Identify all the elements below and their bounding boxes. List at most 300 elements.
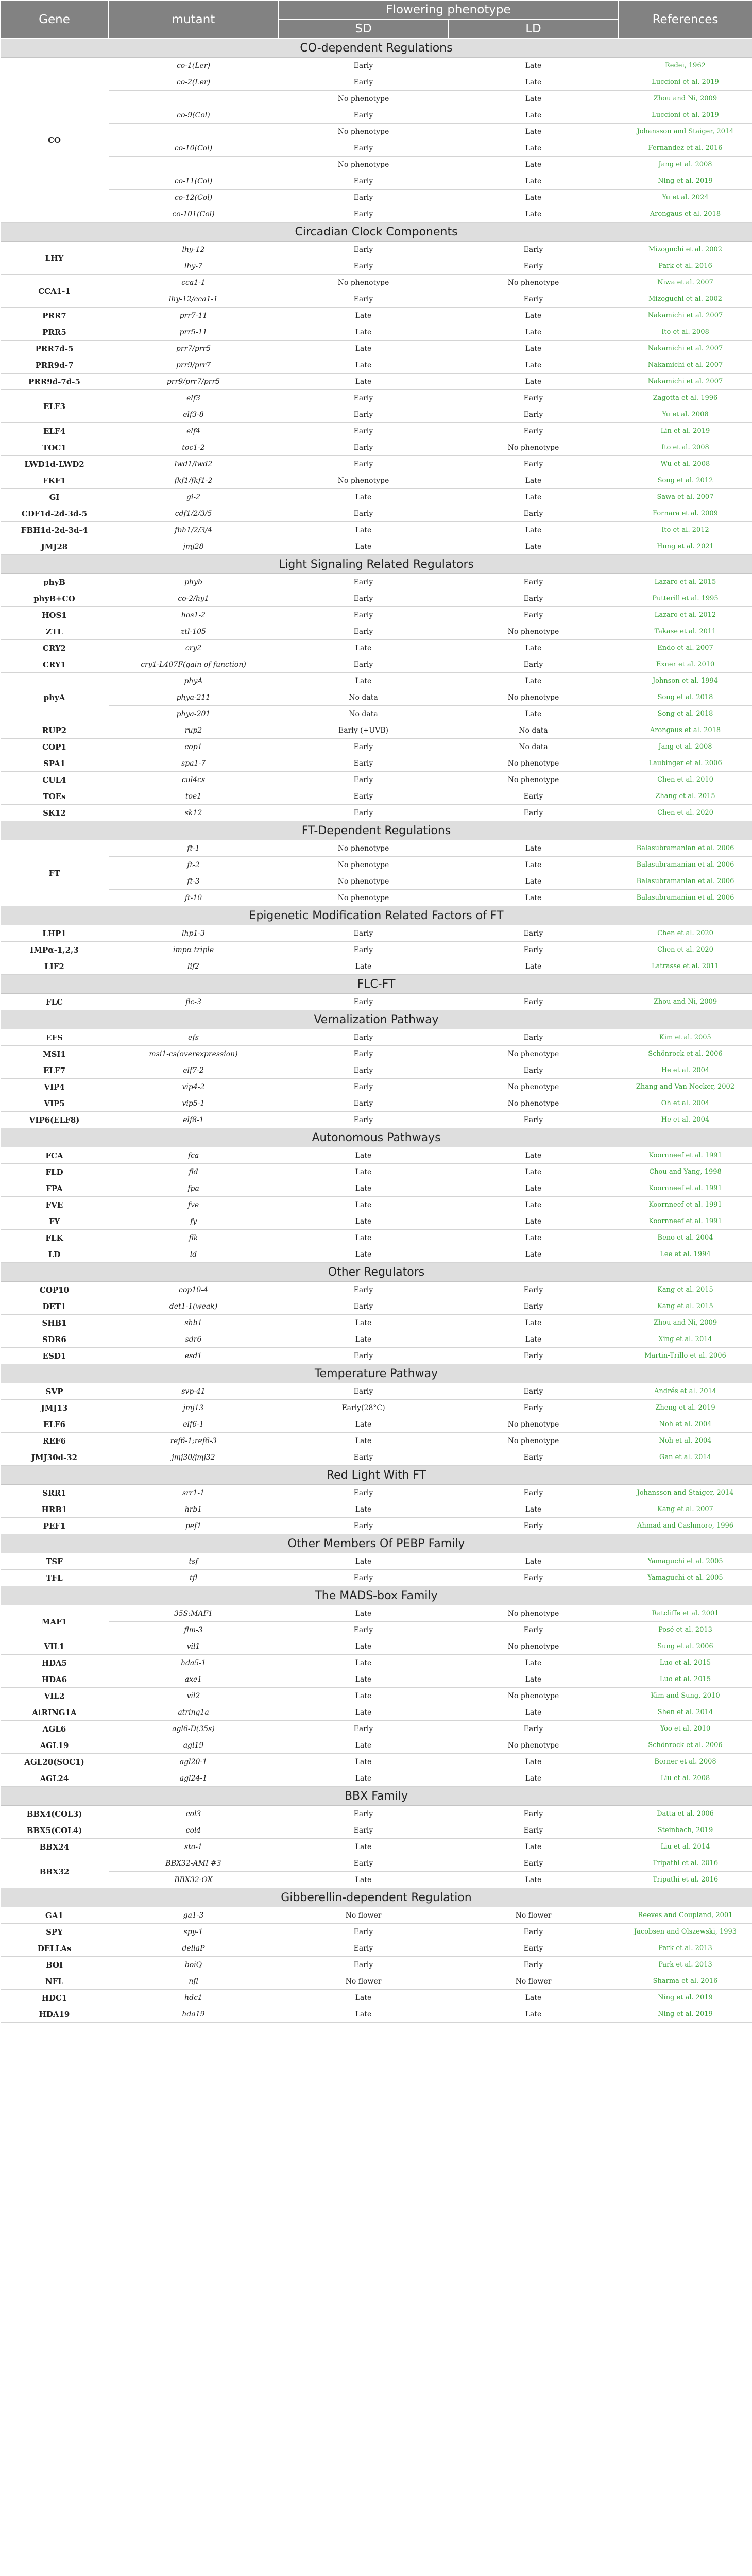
table-row <box>1 706 752 722</box>
cell-mutant: lhp1-3 <box>109 925 279 942</box>
cell-ld: Late <box>449 206 619 223</box>
cell-ld: Late <box>449 1655 619 1671</box>
cell-sd: Early <box>279 1112 449 1128</box>
table-row <box>1 1230 752 1246</box>
cell-gene: COP1 <box>1 739 109 755</box>
cell-ref: Ito et al. 2008 <box>619 324 752 341</box>
cell-sd: Late <box>279 1246 449 1263</box>
cell-ref: Yu et al. 2024 <box>619 190 752 206</box>
cell-gene: FLD <box>1 1164 109 1180</box>
cell-mutant: gi-2 <box>109 489 279 505</box>
cell-mutant: phyA <box>109 673 279 689</box>
cell-sd: Late <box>279 1704 449 1721</box>
table-row <box>1 1449 752 1466</box>
table-row <box>1 623 752 640</box>
cell-sd: Early <box>279 1298 449 1315</box>
cell-gene: PRR5 <box>1 324 109 341</box>
cell-ld: Late <box>449 958 619 975</box>
cell-sd: No data <box>279 689 449 706</box>
cell-mutant: boiQ <box>109 1957 279 1973</box>
cell-mutant: esd1 <box>109 1348 279 1364</box>
cell-ref: Koornneef et al. 1991 <box>619 1197 752 1213</box>
section-header <box>1 975 752 994</box>
cell-ld: Early <box>449 242 619 258</box>
cell-gene: VIL1 <box>1 1638 109 1655</box>
cell-mutant: fkf1/fkf1-2 <box>109 472 279 489</box>
cell-ld: Early <box>449 1112 619 1128</box>
table-row <box>1 91 752 107</box>
table-row <box>1 1688 752 1704</box>
cell-ref: Redei, 1962 <box>619 58 752 74</box>
cell-sd: No phenotype <box>279 157 449 173</box>
cell-mutant: rup2 <box>109 722 279 739</box>
section-title: Other Members Of PEBP Family <box>1 1534 752 1553</box>
table-row <box>1 942 752 958</box>
cell-ld: Late <box>449 1180 619 1197</box>
cell-gene: phyB <box>1 574 109 590</box>
table-row <box>1 1112 752 1128</box>
section-title: Gibberellin-dependent Regulation <box>1 1888 752 1907</box>
section-header <box>1 1128 752 1147</box>
cell-ref: Putterill et al. 1995 <box>619 590 752 607</box>
cell-ref: Lazaro et al. 2015 <box>619 574 752 590</box>
cell-ld: No data <box>449 739 619 755</box>
table-row <box>1 275 752 291</box>
cell-gene: ELF6 <box>1 1416 109 1433</box>
cell-gene: CUL4 <box>1 772 109 788</box>
cell-ref: Song et al. 2018 <box>619 706 752 722</box>
table-row <box>1 472 752 489</box>
cell-ref: Sawa et al. 2007 <box>619 489 752 505</box>
cell-ld: Late <box>449 1704 619 1721</box>
section-header <box>1 39 752 58</box>
cell-gene: FT <box>1 840 109 906</box>
cell-mutant: vil2 <box>109 1688 279 1704</box>
cell-gene: AGL20(SOC1) <box>1 1754 109 1770</box>
cell-ref: Chou and Yang, 1998 <box>619 1164 752 1180</box>
cell-ref: Mizoguchi et al. 2002 <box>619 242 752 258</box>
cell-sd: Early <box>279 755 449 772</box>
cell-ld: Early <box>449 1062 619 1079</box>
cell-mutant: agl6-D(35s) <box>109 1721 279 1737</box>
cell-gene: HOS1 <box>1 607 109 623</box>
cell-ld: No phenotype <box>449 1605 619 1622</box>
cell-ref: Endo et al. 2007 <box>619 640 752 656</box>
table-row <box>1 840 752 857</box>
cell-ref: Chen et al. 2010 <box>619 772 752 788</box>
cell-ld: Late <box>449 190 619 206</box>
cell-sd: Early <box>279 140 449 157</box>
cell-ref: Schönrock et al. 2006 <box>619 1737 752 1754</box>
cell-sd: Early <box>279 291 449 308</box>
cell-mutant: fy <box>109 1213 279 1230</box>
cell-mutant: co-2/hy1 <box>109 590 279 607</box>
cell-mutant: toc1-2 <box>109 439 279 456</box>
cell-ref: Sung et al. 2006 <box>619 1638 752 1655</box>
table-row <box>1 1315 752 1331</box>
cell-mutant: col3 <box>109 1806 279 1822</box>
cell-gene: SRR1 <box>1 1485 109 1501</box>
cell-ld: Late <box>449 1197 619 1213</box>
cell-sd: Early <box>279 505 449 522</box>
section-header <box>1 1263 752 1282</box>
table-row <box>1 1822 752 1839</box>
cell-ld: Early <box>449 607 619 623</box>
cell-gene: CDF1d-2d-3d-5 <box>1 505 109 522</box>
cell-gene: GI <box>1 489 109 505</box>
cell-mutant: elf6-1 <box>109 1416 279 1433</box>
cell-ref: He et al. 2004 <box>619 1112 752 1128</box>
cell-ref: Laubinger et al. 2006 <box>619 755 752 772</box>
cell-ref: Koornneef et al. 1991 <box>619 1180 752 1197</box>
cell-ld: Early <box>449 1518 619 1534</box>
cell-ld: No phenotype <box>449 689 619 706</box>
cell-sd: Early <box>279 390 449 406</box>
cell-ref: Koornneef et al. 1991 <box>619 1213 752 1230</box>
cell-mutant: ga1-3 <box>109 1907 279 1924</box>
cell-mutant: elf8-1 <box>109 1112 279 1128</box>
cell-ref: Song et al. 2018 <box>619 689 752 706</box>
cell-mutant: col4 <box>109 1822 279 1839</box>
cell-ref: Fornara et al. 2009 <box>619 505 752 522</box>
cell-gene: REF6 <box>1 1433 109 1449</box>
table-row <box>1 1872 752 1888</box>
cell-mutant: co-9(Col) <box>109 107 279 124</box>
cell-gene: FKF1 <box>1 472 109 489</box>
cell-ld: Early <box>449 788 619 805</box>
cell-sd: Early <box>279 1062 449 1079</box>
cell-ld: Early <box>449 1721 619 1737</box>
cell-gene: HRB1 <box>1 1501 109 1518</box>
cell-mutant: msi1-cs(overexpression) <box>109 1046 279 1062</box>
table-row <box>1 1164 752 1180</box>
table-row <box>1 755 752 772</box>
cell-sd: Late <box>279 1688 449 1704</box>
section-title: Temperature Pathway <box>1 1364 752 1383</box>
cell-mutant: pef1 <box>109 1518 279 1534</box>
cell-sd: Late <box>279 1416 449 1433</box>
cell-ld: Late <box>449 1872 619 1888</box>
cell-mutant: co-10(Col) <box>109 140 279 157</box>
cell-gene: TOC1 <box>1 439 109 456</box>
cell-ref: Datta et al. 2006 <box>619 1806 752 1822</box>
cell-mutant: prr9/prr7 <box>109 357 279 374</box>
cell-mutant: ft-10 <box>109 890 279 906</box>
cell-mutant: fbh1/2/3/4 <box>109 522 279 538</box>
table-row <box>1 1518 752 1534</box>
table-row <box>1 1754 752 1770</box>
cell-gene: FLK <box>1 1230 109 1246</box>
cell-ld: Late <box>449 357 619 374</box>
section-header <box>1 821 752 840</box>
cell-ref: Steinbach, 2019 <box>619 1822 752 1839</box>
table-row <box>1 324 752 341</box>
cell-sd: Early <box>279 1449 449 1466</box>
cell-gene: BOI <box>1 1957 109 1973</box>
cell-ref: Jang et al. 2008 <box>619 739 752 755</box>
cell-ld: Late <box>449 341 619 357</box>
section-title: Light Signaling Related Regulators <box>1 555 752 574</box>
cell-ld: Late <box>449 890 619 906</box>
cell-mutant: impα triple <box>109 942 279 958</box>
table-row <box>1 958 752 975</box>
cell-ld: No phenotype <box>449 439 619 456</box>
cell-ld: No phenotype <box>449 755 619 772</box>
cell-sd: Early <box>279 242 449 258</box>
cell-sd: Late <box>279 538 449 555</box>
cell-ref: Oh et al. 2004 <box>619 1095 752 1112</box>
cell-mutant: flc-3 <box>109 994 279 1010</box>
cell-ld: Late <box>449 173 619 190</box>
cell-ld: Late <box>449 91 619 107</box>
table-row <box>1 1416 752 1433</box>
cell-gene: ZTL <box>1 623 109 640</box>
cell-ref: Kim et al. 2005 <box>619 1029 752 1046</box>
cell-mutant: prr7/prr5 <box>109 341 279 357</box>
cell-sd: Early <box>279 206 449 223</box>
table-row <box>1 1331 752 1348</box>
cell-mutant: cul4cs <box>109 772 279 788</box>
cell-ref: Balasubramanian et al. 2006 <box>619 873 752 890</box>
cell-ld: Late <box>449 1671 619 1688</box>
cell-ref: Posé et al. 2013 <box>619 1622 752 1638</box>
cell-sd: Early(28°C) <box>279 1400 449 1416</box>
table-row <box>1 291 752 308</box>
cell-sd: Early <box>279 107 449 124</box>
cell-ref: Niwa et al. 2007 <box>619 275 752 291</box>
cell-gene: HDA19 <box>1 2006 109 2023</box>
cell-gene: PRR9d-7d-5 <box>1 374 109 390</box>
cell-ref: Andrés et al. 2014 <box>619 1383 752 1400</box>
table-row <box>1 341 752 357</box>
header-mutant: mutant <box>109 1 279 39</box>
cell-mutant: svp-41 <box>109 1383 279 1400</box>
section-header <box>1 906 752 925</box>
cell-mutant: vil1 <box>109 1638 279 1655</box>
cell-gene: AGL24 <box>1 1770 109 1787</box>
cell-ld: Late <box>449 1331 619 1348</box>
table-row <box>1 489 752 505</box>
cell-ld: No phenotype <box>449 1433 619 1449</box>
cell-gene: SPY <box>1 1924 109 1940</box>
cell-gene: FCA <box>1 1147 109 1164</box>
cell-gene: BBX24 <box>1 1839 109 1855</box>
cell-mutant: hda5-1 <box>109 1655 279 1671</box>
cell-ld: Early <box>449 942 619 958</box>
table-row <box>1 390 752 406</box>
table-row <box>1 873 752 890</box>
cell-ld: Early <box>449 590 619 607</box>
cell-sd: Early <box>279 607 449 623</box>
section-title: BBX Family <box>1 1787 752 1806</box>
cell-mutant: BBX32-OX <box>109 1872 279 1888</box>
cell-gene: CRY1 <box>1 656 109 673</box>
cell-sd: Early <box>279 1485 449 1501</box>
cell-ld: Late <box>449 157 619 173</box>
table-row <box>1 173 752 190</box>
section-title: Circadian Clock Components <box>1 223 752 242</box>
table-row <box>1 788 752 805</box>
cell-ref: Sharma et al. 2016 <box>619 1973 752 1990</box>
cell-ref: Ning et al. 2019 <box>619 2006 752 2023</box>
cell-ld: Late <box>449 673 619 689</box>
cell-ld: Late <box>449 107 619 124</box>
cell-sd: No phenotype <box>279 873 449 890</box>
cell-mutant: axe1 <box>109 1671 279 1688</box>
cell-sd: Late <box>279 522 449 538</box>
cell-gene: LD <box>1 1246 109 1263</box>
cell-ld: Late <box>449 74 619 91</box>
cell-ref: Nakamichi et al. 2007 <box>619 357 752 374</box>
cell-sd: Early <box>279 1924 449 1940</box>
cell-mutant: cop1 <box>109 739 279 755</box>
cell-sd: Late <box>279 640 449 656</box>
cell-ref: Nakamichi et al. 2007 <box>619 341 752 357</box>
table-row <box>1 1298 752 1315</box>
table-row <box>1 157 752 173</box>
cell-ref: Luccioni et al. 2019 <box>619 107 752 124</box>
cell-ld: Late <box>449 472 619 489</box>
table-row <box>1 1806 752 1822</box>
cell-gene: AGL6 <box>1 1721 109 1737</box>
cell-sd: Early <box>279 1383 449 1400</box>
cell-ref: Zheng et al. 2019 <box>619 1400 752 1416</box>
cell-gene: DELLAs <box>1 1940 109 1957</box>
table-row <box>1 1638 752 1655</box>
cell-ref: Yoo et al. 2010 <box>619 1721 752 1737</box>
table-row <box>1 423 752 439</box>
cell-mutant: jmj28 <box>109 538 279 555</box>
cell-gene: TOEs <box>1 788 109 805</box>
cell-ld: Late <box>449 1147 619 1164</box>
cell-sd: Early <box>279 994 449 1010</box>
cell-mutant: fpa <box>109 1180 279 1197</box>
table-row <box>1 1737 752 1754</box>
cell-ref: Beno et al. 2004 <box>619 1230 752 1246</box>
cell-sd: Early <box>279 258 449 275</box>
section-header <box>1 1466 752 1485</box>
cell-ld: No phenotype <box>449 1688 619 1704</box>
table-row <box>1 1570 752 1586</box>
table-row <box>1 925 752 942</box>
cell-ld: Early <box>449 1806 619 1822</box>
cell-ref: Ahmad and Cashmore, 1996 <box>619 1518 752 1534</box>
cell-ld: Late <box>449 124 619 140</box>
cell-gene: MAF1 <box>1 1605 109 1638</box>
cell-ld: No phenotype <box>449 772 619 788</box>
cell-ld: Early <box>449 423 619 439</box>
section-header <box>1 223 752 242</box>
cell-sd: Early <box>279 1622 449 1638</box>
cell-ref: Ito et al. 2008 <box>619 439 752 456</box>
cell-ref: Luo et al. 2015 <box>619 1655 752 1671</box>
cell-ref: Luo et al. 2015 <box>619 1671 752 1688</box>
cell-mutant: cdf1/2/3/5 <box>109 505 279 522</box>
cell-mutant: cry1-L407F(gain of function) <box>109 656 279 673</box>
cell-ref: Ning et al. 2019 <box>619 173 752 190</box>
cell-sd: Early <box>279 439 449 456</box>
cell-ld: Early <box>449 291 619 308</box>
table-row <box>1 439 752 456</box>
cell-ld: Late <box>449 489 619 505</box>
cell-ld: Late <box>449 538 619 555</box>
cell-sd: Early <box>279 1957 449 1973</box>
table-row <box>1 505 752 522</box>
cell-gene: NFL <box>1 1973 109 1990</box>
cell-sd: Early <box>279 1029 449 1046</box>
cell-mutant: nfl <box>109 1973 279 1990</box>
cell-sd: Early <box>279 1095 449 1112</box>
cell-mutant: prr5-11 <box>109 324 279 341</box>
cell-ref: Johnson et al. 1994 <box>619 673 752 689</box>
cell-gene: SDR6 <box>1 1331 109 1348</box>
cell-ld: Early <box>449 1029 619 1046</box>
cell-mutant: prr7-11 <box>109 308 279 324</box>
table-row <box>1 1770 752 1787</box>
cell-sd: Late <box>279 1770 449 1787</box>
table-row <box>1 1046 752 1062</box>
table-row <box>1 2006 752 2023</box>
cell-sd: Late <box>279 1737 449 1754</box>
cell-ld: Late <box>449 324 619 341</box>
cell-gene: CO <box>1 58 109 223</box>
table-row <box>1 1079 752 1095</box>
cell-gene: SHB1 <box>1 1315 109 1331</box>
cell-ref: Noh et al. 2004 <box>619 1416 752 1433</box>
cell-mutant: prr9/prr7/prr5 <box>109 374 279 390</box>
cell-mutant: tsf <box>109 1553 279 1570</box>
cell-ref: Yamaguchi et al. 2005 <box>619 1570 752 1586</box>
section-title: Other Regulators <box>1 1263 752 1282</box>
cell-sd: Late <box>279 1872 449 1888</box>
cell-mutant: lhy-7 <box>109 258 279 275</box>
cell-gene: VIL2 <box>1 1688 109 1704</box>
cell-ld: Late <box>449 1230 619 1246</box>
cell-ref: Kim and Sung, 2010 <box>619 1688 752 1704</box>
cell-gene: FBH1d-2d-3d-4 <box>1 522 109 538</box>
cell-sd: Late <box>279 2006 449 2023</box>
table-row <box>1 124 752 140</box>
cell-ref: Gan et al. 2014 <box>619 1449 752 1466</box>
cell-mutant: det1-1(weak) <box>109 1298 279 1315</box>
cell-ld: Late <box>449 1501 619 1518</box>
cell-gene: VIP5 <box>1 1095 109 1112</box>
cell-gene: FVE <box>1 1197 109 1213</box>
cell-gene: TSF <box>1 1553 109 1570</box>
cell-sd: Late <box>279 1213 449 1230</box>
section-header <box>1 1364 752 1383</box>
cell-mutant: elf7-2 <box>109 1062 279 1079</box>
cell-ref: Balasubramanian et al. 2006 <box>619 890 752 906</box>
cell-sd: Late <box>279 673 449 689</box>
cell-ld: Late <box>449 140 619 157</box>
cell-mutant: toe1 <box>109 788 279 805</box>
section-title: FLC-FT <box>1 975 752 994</box>
table-row <box>1 1485 752 1501</box>
cell-sd: Late <box>279 1501 449 1518</box>
cell-ref: He et al. 2004 <box>619 1062 752 1079</box>
table-body <box>1 39 752 2023</box>
cell-ref: Reeves and Coupland, 2001 <box>619 1907 752 1924</box>
table-row <box>1 1246 752 1263</box>
cell-sd: Early <box>279 1282 449 1298</box>
cell-mutant: ld <box>109 1246 279 1263</box>
cell-gene: ELF7 <box>1 1062 109 1079</box>
cell-sd: No phenotype <box>279 857 449 873</box>
cell-sd: Early (+UVB) <box>279 722 449 739</box>
table-row <box>1 1095 752 1112</box>
table-row <box>1 190 752 206</box>
